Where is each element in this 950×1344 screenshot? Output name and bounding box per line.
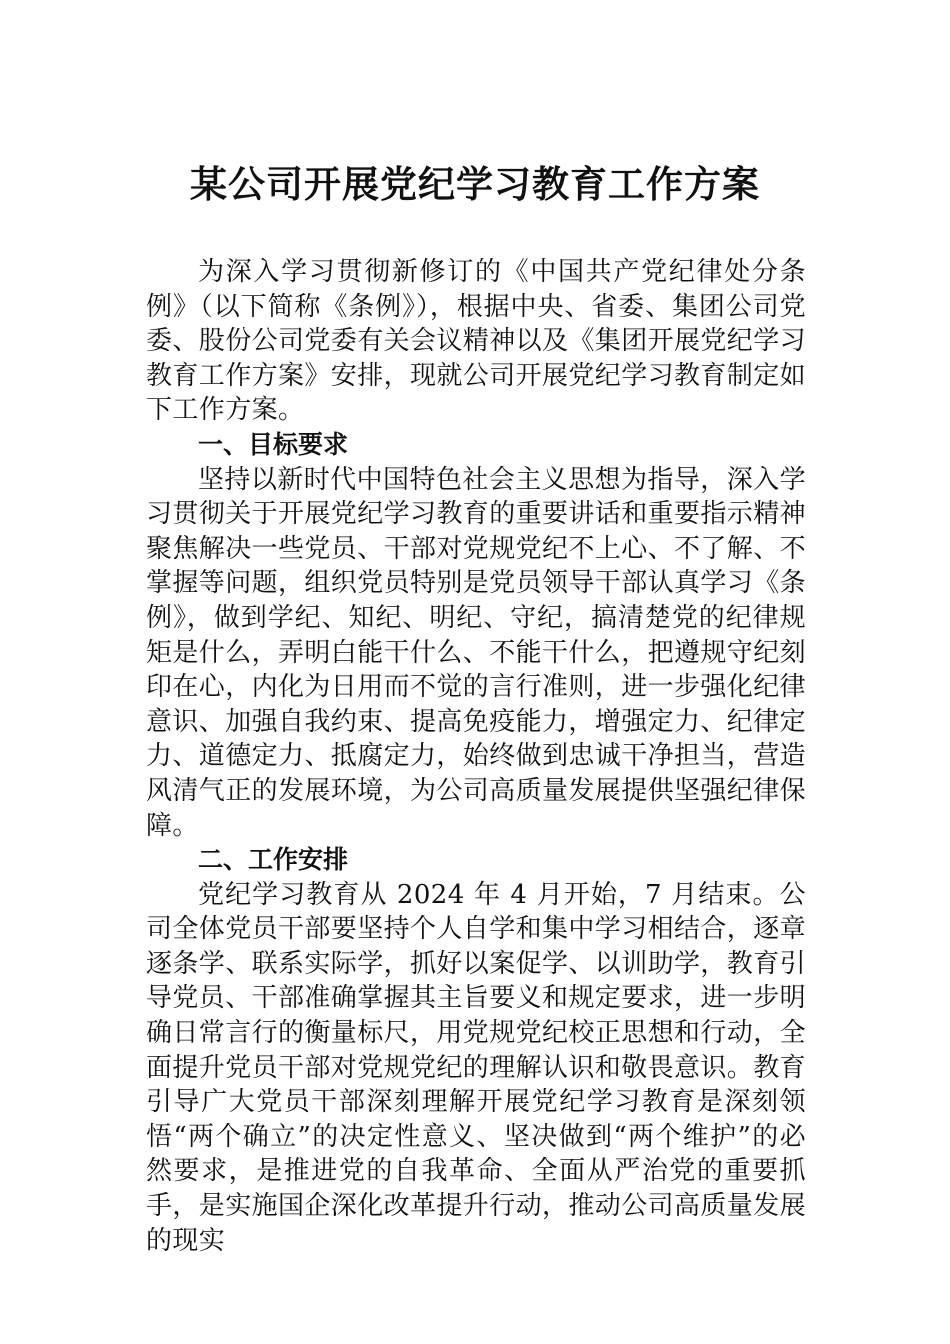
intro-paragraph: 为深入学习贯彻新修订的《中国共产党纪律处分条例》（以下简称《条例》），根据中央、省委、集团公司党委、股份公司党委有关会议精神以及《集团开展党纪学习教育工作方案》安排，现就公司开展党纪学习教育制定如下工作方案。	[146, 257, 807, 426]
document-title: 某公司开展党纪学习教育工作方案	[190, 162, 760, 206]
document-body	[146, 255, 806, 1258]
section-paragraph-goals: 坚持以新时代中国特色社会主义思想为指导，深入学习贯彻关于开展党纪学习教育的重要讲话和重要指示精神聚焦解决一些党员、干部对党规党纪不上心、不了解、不掌握等问题，组织党员特别是党员领导干部认真学习《条例》，做到学纪、知纪、明纪、守纪，搞清楚党的纪律规矩是什么，弄明白能干什么、不能干什么，把遵规守纪刻印在心，内化为日用而不觉的言行准则，进一步强化纪律意识、加强自我约束、提高免疫能力，增强定力、纪律定力、道德定力、抵腐定力，始终做到忠诚干净担当，营造风清气正的发展环境，为公司高质量发展提供坚强纪律保障。	[146, 464, 807, 841]
section-heading-goals: 一、目标要求	[198, 429, 349, 459]
section-heading-arrangement: 二、工作安排	[198, 845, 349, 875]
section-paragraph-arrangement: 党纪学习教育从 2024 年 4 月开始，7 月结束。公司全体党员干部要坚持个人自学和集中学习相结合，逐章逐条学、联系实际学，抓好以案促学、以训助学，教育引导党员、干部准确掌握其主旨要义和规定要求，进一步明确日常言行的衡量标尺，用党规党纪校正思想和行动，全面提升党员干部对党规党纪的理解认识和敬畏意识。教育引导广大党员干部深刻理解开展党纪学习教育是深刻领悟“两个确立”的决定性意义、坚决做到“两个维护”的必然要求，是推进党的自我革命、全面从严治党的重要抓手，是实施国企深化改革提升行动，推动公司高质量发展的现实	[146, 879, 807, 1256]
